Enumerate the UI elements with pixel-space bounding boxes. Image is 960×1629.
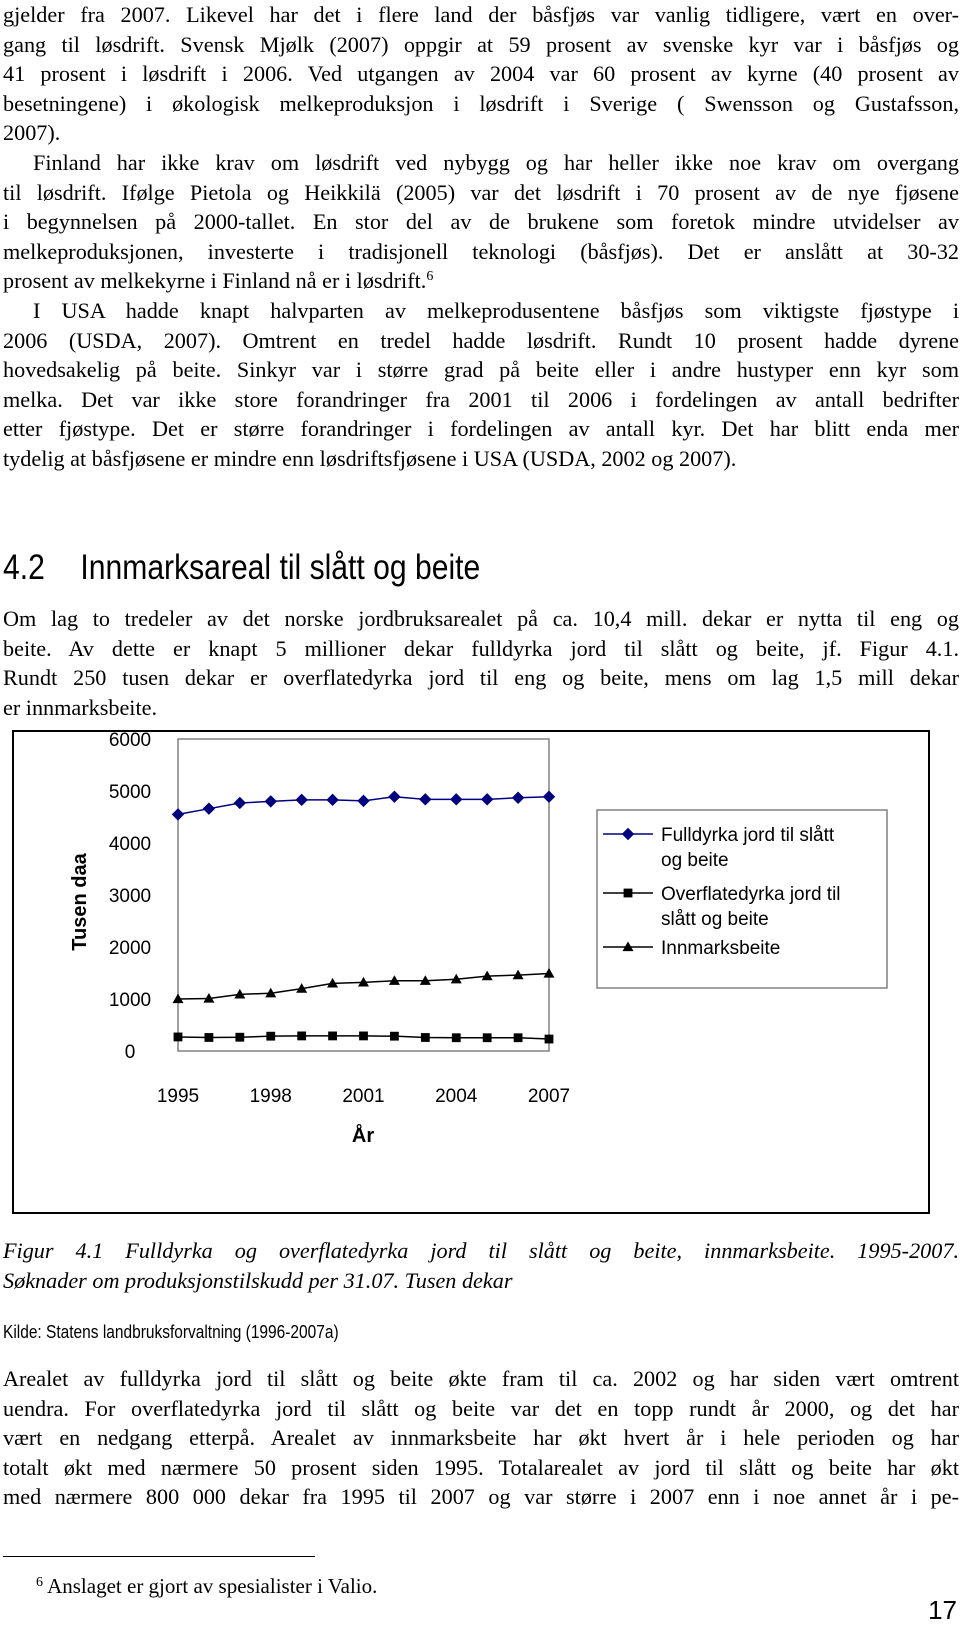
paragraph-usa [3,296,959,326]
data-point-diamond [420,794,431,805]
text-line [3,266,959,296]
text-line: med nærmere 800 000 dekar fra 1995 til 2007 og var større i 2007 enn i noe annet år i pe- [3,1484,959,1509]
text-line: Rundt 250 tusen dekar er overflatedyrka jord til eng og beite, mens om lag 1,5 mill dekar [3,665,959,690]
data-point-square [390,1032,399,1041]
data-point-square [624,889,633,898]
text-line: etter fjøstype. Det er større forandringer i fordelingen av antall kyr. Det har blitt enda mer [3,416,959,441]
footnote [36,1574,377,1599]
legend-label: Overflatedyrka jord til [661,884,841,905]
y-tick-label: 2000 [108,938,152,959]
text-line: 2007). [3,120,61,145]
plot-area [178,739,549,1051]
paragraph-finland [3,148,959,178]
page-number: 17 [928,1595,957,1625]
x-tick-label: 2004 [435,1086,478,1107]
paragraph-sweden [3,0,959,148]
paragraph-usa-cont [3,326,959,474]
data-point-diamond [234,797,245,808]
x-tick-label: 1998 [249,1086,292,1107]
text-line: tydelig at båsfjøsene er mindre enn løsdriftsfjøsene i USA (USDA, 2002 og 2007). [3,445,737,471]
text-line: melka. Det var ikke store forandringer fra 2001 til 2006 i fordelingen av antall bedrifter [3,386,959,412]
caption-line: Figur 4.1 Fulldyrka og overflatedyrka jord til slått og beite, innmarksbeite. 1995-2007. [3,1238,959,1263]
section-title: Innmarksareal til slått og beite [80,548,481,587]
footnote-mark: 6 [36,1575,43,1590]
y-tick-label: 6000 [108,732,152,751]
text-line: gang til løsdrift. Svensk Mjølk (2007) oppgir at 59 prosent av svenske kyr var i båsfjøs og [3,31,959,57]
caption-line: Søknader om produksjonstilskudd per 31.07. Tusen dekar [3,1267,513,1293]
text-line: I USA hadde knapt halvparten av melkeprodusentene båsfjøs som viktigste fjøstype i [33,298,959,323]
y-tick-label: 0 [124,1042,136,1063]
data-point-square [452,1033,461,1042]
text-line: 2006 (USDA, 2007). Omtrent en tredel hadde løsdrift. Rundt 10 prosent hadde dyrene [3,327,959,353]
line-chart [14,732,928,1212]
data-point-square [235,1033,244,1042]
data-point-diamond [451,794,462,805]
data-point-square [205,1033,214,1042]
figure-chart [12,730,930,1214]
data-point-square [328,1032,337,1041]
y-tick-label: 5000 [108,782,152,803]
figure-caption [3,1236,959,1295]
data-point-square [514,1033,523,1042]
y-tick-label: 4000 [108,834,152,855]
data-point-square [359,1032,368,1041]
data-point-diamond [327,794,338,805]
paragraph-analysis [3,1364,959,1512]
legend-label: slått og beite [661,909,769,930]
data-point-diamond [173,809,184,820]
paragraph-finland-cont [3,178,959,296]
data-point-square [421,1033,430,1042]
section-heading [3,548,480,588]
text-line: totalt økt med nærmere 50 prosent siden 1995. Totalarealet av jord til slått og beite har økt [3,1454,959,1480]
data-point-diamond [544,791,555,802]
data-point-diamond [389,791,400,802]
text-line: 41 prosent i løsdrift i 2006. Ved utgangen av 2004 var 60 prosent av kyrne (40 prosent av [3,61,959,86]
data-point-diamond [623,829,634,840]
x-axis-label: År [351,1125,375,1147]
y-tick-label: 1000 [108,990,152,1011]
paragraph-intro [3,604,959,722]
footnote-text: Anslaget er gjort av spesialister i Valio. [47,1574,378,1598]
text-line: beite. Av dette er knapt 5 millioner dekar fulldyrka jord til slått og beite, jf. Figur 4.1. [3,635,959,661]
data-point-square [266,1032,275,1041]
text-line: er innmarksbeite. [3,694,158,720]
text-line: uendra. For overflatedyrka jord til slått og beite var det en topp rundt år 2000, og det har [3,1395,959,1421]
figure-source: Kilde: Statens landbruksforvaltning (1996-2007a) [3,1322,339,1342]
data-point-diamond [513,792,524,803]
x-tick-label: 1995 [156,1086,200,1107]
legend-label: Fulldyrka jord til slått [661,825,835,846]
text-line: melkeproduksjonen, investerte i tradisjonell teknologi (båsfjøs). Det er anslått at 30-32 [3,238,959,264]
x-tick-label: 2007 [527,1086,571,1107]
section-number: 4.2 [3,548,45,587]
text-line: Arealet av fulldyrka jord til slått og beite økte fram til ca. 2002 og har siden vært omtrent [3,1366,959,1391]
text-line: Om lag to tredeler av det norske jordbruksarealet på ca. 10,4 mill. dekar er nytta til eng og [3,606,959,631]
y-tick-label: 3000 [108,886,152,907]
x-tick-label: 2001 [342,1086,385,1107]
y-axis-label: Tusen daa [69,853,91,951]
text-line: Finland har ikke krav om løsdrift ved nybygg og har heller ikke noe krav om overgang [33,150,959,175]
data-point-diamond [296,794,307,805]
text-line: hovedsakelig på beite. Sinkyr var i større grad på beite eller i andre hustyper enn kyr som [3,357,959,382]
text-fragment: prosent av melkekyrne i Finland nå er i løsdrift. [3,268,427,293]
text-line: besetningene) i økologisk melkeproduksjon i løsdrift i Sverige ( Swensson og Gustafsson, [3,90,959,116]
text-line: i begynnelsen på 2000-tallet. En stor del av de brukene som foretok mindre utvidelser av [3,209,959,234]
legend-label: og beite [661,850,729,871]
data-point-square [545,1035,554,1044]
data-point-diamond [203,803,214,814]
data-point-square [483,1033,492,1042]
text-line: til løsdrift. Ifølge Pietola og Heikkilä (2005) var det løsdrift i 70 prosent av de nye fjøsene [3,179,959,205]
text-line: gjelder fra 2007. Likevel har det i flere land der båsfjøs var vanlig tidligere, vært en over- [3,2,959,27]
legend-label: Innmarksbeite [661,938,781,959]
data-point-square [174,1033,183,1042]
data-point-diamond [358,795,369,806]
data-point-square [297,1032,306,1041]
data-point-triangle [544,968,555,978]
footnote-reference: 6 [426,269,434,284]
data-point-diamond [482,794,493,805]
footnote-divider [3,1556,315,1557]
data-point-diamond [265,796,276,807]
text-line: vært en nedgang etterpå. Arealet av innmarksbeite har økt hvert år i hele perioden og har [3,1425,959,1450]
